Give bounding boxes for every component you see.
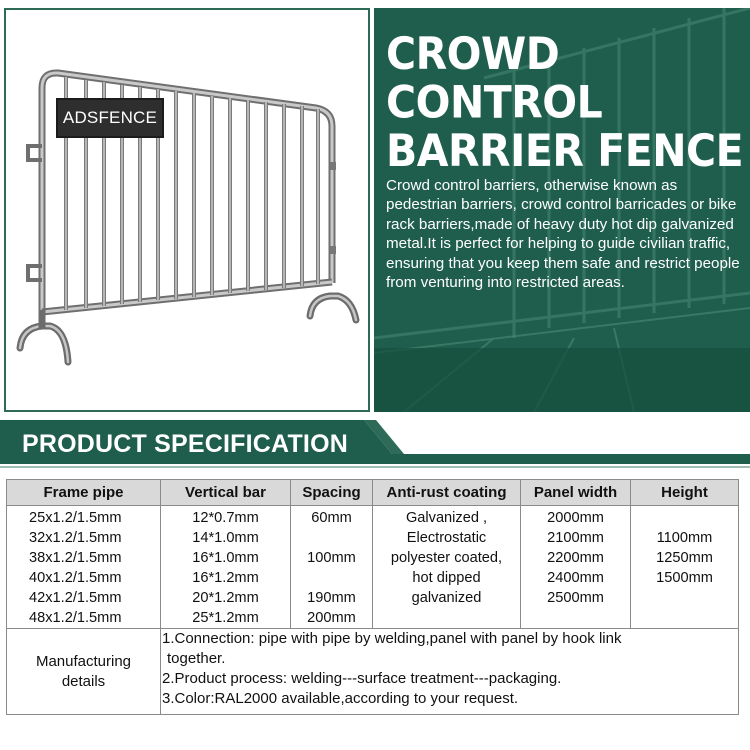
- panel-width-value: 2400mm: [547, 570, 604, 586]
- brand-label-plate: ADSFENCE: [56, 98, 164, 138]
- vertical-bar-value: 25*1.2mm: [192, 610, 259, 626]
- hero-title-line-1: CROWD: [386, 27, 560, 80]
- manufacturing-item-3: 3.Color:RAL2000 available,according to your request.: [162, 690, 519, 707]
- height-cell: [631, 506, 739, 629]
- spec-table-values-row: [7, 506, 739, 629]
- hero-panel: [374, 8, 750, 412]
- spacing-value: 100mm: [307, 550, 356, 566]
- spacing-value: 200mm: [307, 610, 356, 626]
- height-value: 1100mm: [656, 530, 713, 546]
- frame-pipe-value: 48x1.2/1.5mm: [29, 610, 122, 626]
- coating-value: Galvanized ,: [405, 510, 488, 526]
- spec-table: [6, 479, 739, 715]
- height-value: [631, 508, 738, 528]
- manufacturing-row: [7, 629, 739, 715]
- hero-title: [386, 27, 746, 177]
- manufacturing-label: Manufacturing: [35, 652, 132, 670]
- panel-width-value: 2000mm: [547, 510, 604, 526]
- vertical-bar-value: 12*0.7mm: [192, 510, 259, 526]
- vertical-bar-value: 14*1.0mm: [192, 530, 259, 546]
- vertical-bar-value: 20*1.2mm: [192, 590, 259, 606]
- frame-pipe-value: 25x1.2/1.5mm: [29, 510, 122, 526]
- height-value: 1500mm: [656, 570, 713, 586]
- manufacturing-details-cell: [161, 629, 739, 715]
- panel-width-value: 2100mm: [547, 530, 604, 546]
- vertical-bar-value: 16*1.2mm: [192, 570, 259, 586]
- vertical-bar-cell: [161, 506, 291, 629]
- hero-title-line-2: CONTROL: [386, 76, 603, 129]
- frame-pipe-value: 32x1.2/1.5mm: [29, 530, 122, 546]
- manufacturing-item-1: 1.Connection: pipe with pipe by welding,panel with panel by hook link: [162, 630, 622, 647]
- frame-pipe-value: 42x1.2/1.5mm: [29, 590, 122, 606]
- spacing-value: 190mm: [307, 590, 356, 606]
- coating-value: hot dipped: [412, 570, 481, 586]
- frame-pipe-value: 38x1.2/1.5mm: [29, 550, 122, 566]
- height-value: 1250mm: [656, 550, 713, 566]
- spec-section-banner: [0, 420, 750, 470]
- panel-width-cell: [521, 506, 631, 629]
- manufacturing-item-1-cont: together.: [167, 650, 226, 667]
- frame-pipe-value: 40x1.2/1.5mm: [29, 570, 122, 586]
- spacing-value: [291, 528, 372, 548]
- header-spacing: Spacing: [291, 480, 373, 506]
- barrier-illustration: [6, 10, 370, 412]
- hero-description: Crowd control barriers, otherwise known as pedestrian barriers, crowd control barricades or bike rack barriers,made of heavy duty hot dip galvanized metal.It is perfect for helping to guide civilian traffic, ensuring that you keep them safe and restrict people from venturing into restricted areas.: [386, 177, 740, 292]
- manufacturing-label-cell: [7, 629, 161, 715]
- coating-value: Electrostatic: [406, 530, 487, 546]
- header-vertical-bar: Vertical bar: [161, 480, 291, 506]
- panel-width-value: 2200mm: [547, 550, 604, 566]
- spec-table-header-row: [7, 480, 739, 506]
- coating-value: galvanized: [411, 590, 482, 606]
- spacing-value: 60mm: [311, 510, 352, 526]
- panel-width-value: 2500mm: [547, 590, 604, 606]
- spec-section-title: PRODUCT SPECIFICATION: [22, 430, 348, 458]
- header-height: Height: [631, 480, 739, 506]
- manufacturing-item-2: 2.Product process: welding---surface treatment---packaging.: [162, 670, 562, 687]
- spacing-value: [291, 568, 372, 588]
- header-panel-width: Panel width: [521, 480, 631, 506]
- header-frame-pipe: Frame pipe: [7, 480, 161, 506]
- coating-value: polyester coated,: [390, 550, 503, 566]
- vertical-bar-value: 16*1.0mm: [192, 550, 259, 566]
- manufacturing-label-sub: details: [61, 672, 106, 690]
- frame-pipe-cell: [7, 506, 161, 629]
- product-image-panel: [4, 8, 370, 412]
- coating-cell: [373, 506, 521, 629]
- spacing-cell: [291, 506, 373, 629]
- header-coating: Anti-rust coating: [373, 480, 521, 506]
- hero-title-line-3: BARRIER FENCE: [386, 125, 744, 177]
